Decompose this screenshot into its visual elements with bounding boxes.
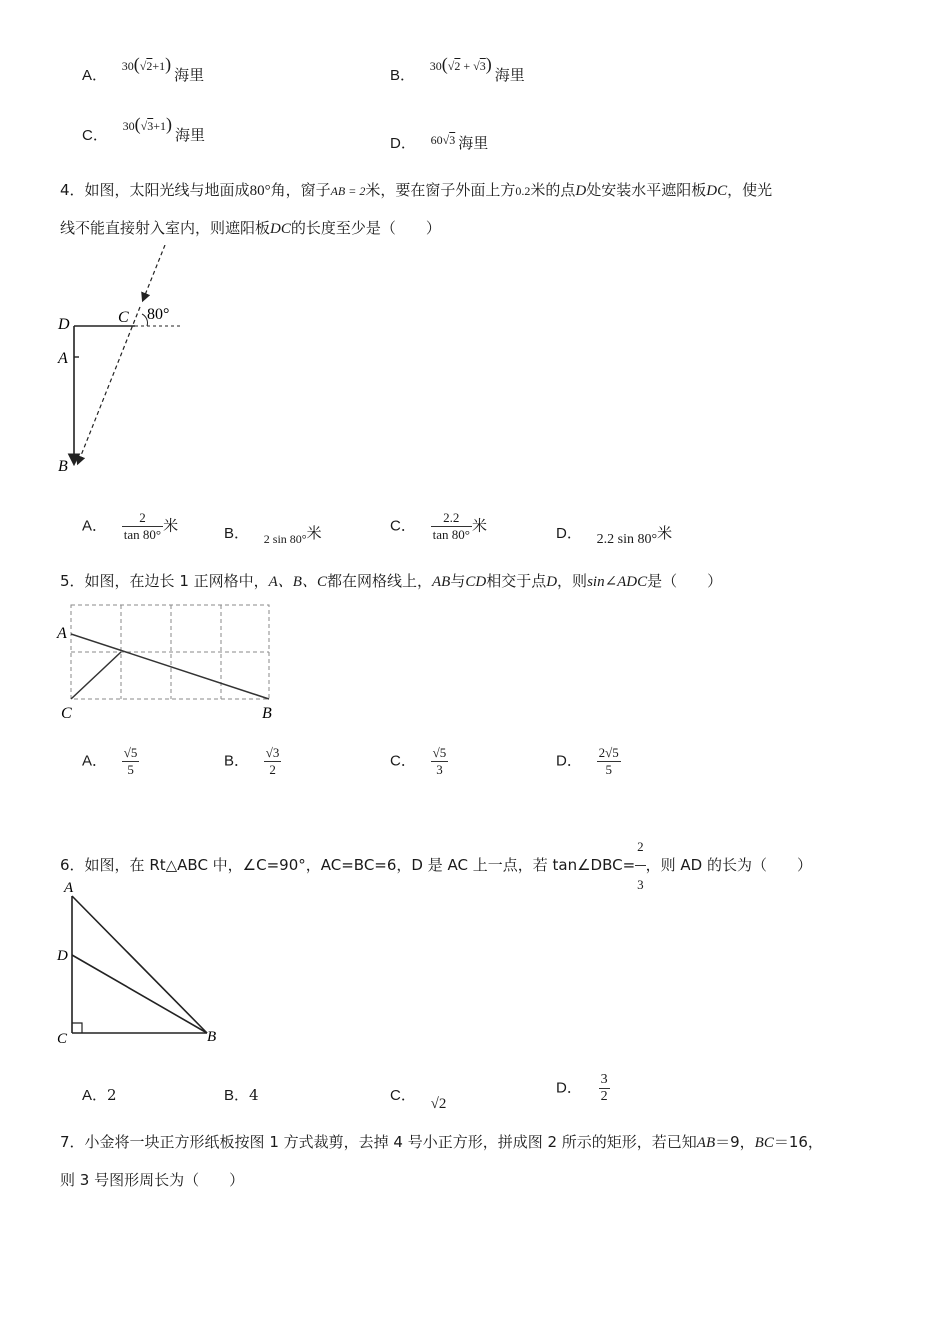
q5-option-c[interactable]: C． $\frac{√5}{3}$ xyxy=(390,745,447,777)
label-a: A xyxy=(58,350,68,367)
q4-figure xyxy=(50,245,200,480)
q4-option-d[interactable]: D． 2.2 sin 80°米 xyxy=(556,524,673,547)
label-angle: 80° xyxy=(147,306,170,323)
label-c: C xyxy=(61,705,72,722)
label-d: D xyxy=(57,948,68,964)
label-b: B xyxy=(262,705,272,722)
label-b: B xyxy=(58,458,68,475)
q4-stem: 4．如图，太阳光线与地面成80°角，窗子AB = 2米，要在窗子外面上方0.2米的点D处安装水平遮阳板DC，使光 线不能直接射入室内，则遮阳板DC的长度至少是（ ） xyxy=(60,181,773,237)
q5-option-b[interactable]: B． $\frac{√3}{2}$ xyxy=(224,745,280,777)
option-label: A． xyxy=(82,67,108,84)
q6-option-a[interactable]: A．2 xyxy=(82,1086,117,1104)
q4-option-a[interactable]: A． $\frac{2}{\tan 80^\circ}$ 米 xyxy=(82,510,179,542)
q3-option-d[interactable]: D． $^{60√3}$ 海里 xyxy=(390,133,489,152)
q4-option-c[interactable]: C． $\frac{2.2}{\tan 80^\circ}$ 米 xyxy=(390,510,487,542)
label-c: C xyxy=(57,1031,68,1047)
q5-option-a[interactable]: A． $\frac{√5}{5}$ xyxy=(82,745,138,777)
q3-option-a[interactable]: A． $^{30(√2+1)}$ 海里 xyxy=(82,54,205,84)
label-c: C xyxy=(118,309,129,326)
q3-option-c[interactable]: C． $^{30(√3+1)}$ 海里 xyxy=(82,114,206,144)
q5-stem: 5．如图，在边长 1 正网格中，A、B、C都在网格线上，AB与CD相交于点D，则sin∠ADC是（ ） xyxy=(60,572,723,590)
label-d: D xyxy=(58,316,70,333)
q6-option-d[interactable]: D． $\frac{3}{2}$ xyxy=(556,1072,608,1104)
q5-figure xyxy=(55,598,285,723)
label-a: A xyxy=(64,880,74,896)
label-b: B xyxy=(207,1029,217,1045)
q6-figure xyxy=(52,878,232,1048)
q5-option-d[interactable]: D． $\frac{2√5}{5}$ xyxy=(556,745,619,777)
q3-option-b[interactable]: B． $^{30(√2 + √3)}$ 海里 xyxy=(390,54,525,84)
q6-stem: 6．如图，在 Rt△ABC 中，∠C=90°，AC=BC=6，D 是 AC 上一点，若 tan∠DBC= $\frac{2}{3}$ ，则 AD 的长为（ ） xyxy=(60,828,812,903)
q7-stem: 7．小金将一块正方形纸板按图 1 方式裁剪，去掉 4 号小正方形，拼成图 2 所示的矩形，若已知AB＝9，BC＝16， 则 3 号图形周长为（ ） xyxy=(60,1133,823,1189)
q4-option-b[interactable]: B． $_{2 sin 80^\circ}$米 xyxy=(224,524,322,546)
q6-option-c[interactable]: C． √2 xyxy=(390,1087,447,1112)
q6-option-b[interactable]: B．4 xyxy=(224,1086,259,1104)
label-a: A xyxy=(57,625,67,642)
